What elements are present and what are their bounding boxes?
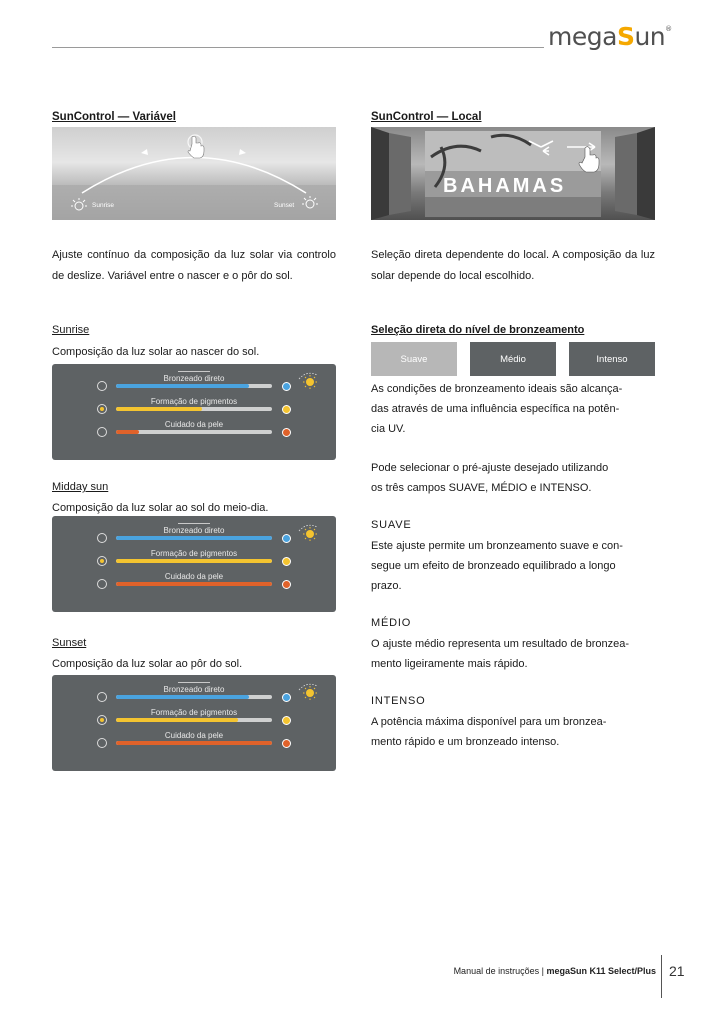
panel-drag-handle[interactable] <box>178 371 210 372</box>
preset-selection-paragraph <box>371 458 655 498</box>
text-line: os três campos SUAVE, MÉDIO e INTENSO. <box>371 482 592 494</box>
level-slider-fill <box>116 430 139 434</box>
max-level-dot-icon <box>282 557 291 566</box>
text-line: Pode selecionar o pré-ajuste desejado utilizando <box>371 462 609 474</box>
panel-drag-handle[interactable] <box>178 523 210 524</box>
level-slider-track[interactable] <box>116 695 272 699</box>
suave-heading: SUAVE <box>371 519 412 531</box>
level-slider-fill <box>116 695 249 699</box>
sun-position-icon[interactable] <box>297 522 321 542</box>
level-slider-fill <box>116 718 238 722</box>
level-slider-track[interactable] <box>116 384 272 388</box>
level-slider-fill <box>116 407 202 411</box>
min-level-ring-icon <box>97 579 107 589</box>
sun-arc-image <box>52 127 336 220</box>
medio-description <box>371 634 655 674</box>
local-description: Seleção direta dependente do local. A composição da luz solar depende do local escolhido. <box>371 249 655 282</box>
tan-level-tabs <box>371 342 655 376</box>
level-slider-fill <box>116 582 272 586</box>
sunrise-heading: Sunrise <box>52 324 90 336</box>
max-level-dot-icon <box>282 382 291 391</box>
text-line: prazo. <box>371 580 402 592</box>
min-level-dot-icon <box>97 404 107 414</box>
text-line: das através de uma influência específica na potên- <box>371 403 620 415</box>
bar-label: Cuidado da pele <box>164 572 224 581</box>
tab-suave-label: Suave <box>400 353 428 365</box>
footer-manual-text <box>454 966 656 976</box>
level-slider-fill <box>116 384 249 388</box>
level-slider-track[interactable] <box>116 741 272 745</box>
text-line: cia UV. <box>371 423 406 435</box>
location-image <box>371 127 655 220</box>
midday-caption: Composição da luz solar ao sol do meio-dia. <box>52 502 269 514</box>
text-line: mento rápido e um bronzeado intenso. <box>371 736 560 748</box>
conditions-paragraph <box>371 379 655 439</box>
panel-drag-handle[interactable] <box>178 682 210 683</box>
midday-heading: Midday sun <box>52 481 109 493</box>
bar-label: Bronzeado direto <box>163 526 225 535</box>
tab-medio[interactable] <box>470 342 556 376</box>
max-level-dot-icon <box>282 428 291 437</box>
min-level-dot-icon <box>97 715 107 725</box>
medio-heading: MÉDIO <box>371 617 412 629</box>
bar-label: Bronzeado direto <box>163 685 225 694</box>
min-level-dot-icon <box>97 556 107 566</box>
min-level-ring-icon <box>97 738 107 748</box>
level-slider-track[interactable] <box>116 407 272 411</box>
text-line: As condições de bronzeamento ideais são alcança- <box>371 383 623 395</box>
bar-label: Cuidado da pele <box>164 731 224 740</box>
level-slider-track[interactable] <box>116 559 272 563</box>
max-level-dot-icon <box>282 405 291 414</box>
level-slider-fill <box>116 536 272 540</box>
sunrise-control-panel <box>52 364 336 460</box>
min-level-ring-icon <box>97 427 107 437</box>
midday-control-panel <box>52 516 336 612</box>
bahamas-label: BAHAMAS <box>443 175 567 197</box>
text-line: Este ajuste permite um bronzeamento suave e con- <box>371 540 623 552</box>
brand-logo: megaSun® <box>548 22 672 51</box>
text-line: A potência máxima disponível para um bronzea- <box>371 716 607 728</box>
level-slider-track[interactable] <box>116 718 272 722</box>
text-line: O ajuste médio representa um resultado de bronzea- <box>371 638 630 650</box>
max-level-dot-icon <box>282 693 291 702</box>
level-slider-fill <box>116 741 272 745</box>
bar-label: Formação de pigmentos <box>150 397 238 406</box>
tab-intenso[interactable] <box>569 342 655 376</box>
level-slider-track[interactable] <box>116 536 272 540</box>
intenso-heading: INTENSO <box>371 695 426 707</box>
level-slider-track[interactable] <box>116 430 272 434</box>
sunset-heading: Sunset <box>52 637 87 649</box>
bar-label: Formação de pigmentos <box>150 549 238 558</box>
min-level-ring-icon <box>97 533 107 543</box>
max-level-dot-icon <box>282 716 291 725</box>
max-level-dot-icon <box>282 580 291 589</box>
sun-position-icon[interactable] <box>297 370 321 390</box>
max-level-dot-icon <box>282 534 291 543</box>
tan-level-title: Seleção direta do nível de bronzeamento <box>371 324 585 336</box>
text-line: segue um efeito de bronzeado equilibrado a longo <box>371 560 616 572</box>
sunset-image-label: Sunset <box>274 202 295 209</box>
suave-description <box>371 536 655 596</box>
min-level-ring-icon <box>97 381 107 391</box>
tab-suave[interactable] <box>371 342 457 376</box>
suncontrol-local-title: SunControl — Local <box>371 111 482 123</box>
intenso-description <box>371 712 655 752</box>
sunrise-image-label: Sunrise <box>92 202 115 209</box>
page-number: 21 <box>669 963 685 979</box>
location-carousel-illustration <box>371 127 655 220</box>
sunrise-caption: Composição da luz solar ao nascer do sol. <box>52 346 260 358</box>
footer-manual-label: Manual de instruções | <box>453 966 547 976</box>
header-rule <box>52 47 544 48</box>
sunset-caption: Composição da luz solar ao pôr do sol. <box>52 658 243 670</box>
level-slider-fill <box>116 559 272 563</box>
tab-intenso-label: Intenso <box>596 353 628 365</box>
min-level-ring-icon <box>97 692 107 702</box>
bar-label: Bronzeado direto <box>163 374 225 383</box>
level-slider-track[interactable] <box>116 582 272 586</box>
text-line: mento ligeiramente mais rápido. <box>371 658 528 670</box>
sunset-control-panel <box>52 675 336 771</box>
variavel-description: Ajuste contínuo da composição da luz solar via controlo de deslize. Variável entre o nascer e o pôr do sol. <box>52 249 336 282</box>
footer-model-name: megaSun K11 Select/Plus <box>546 966 656 976</box>
sun-position-icon[interactable] <box>297 681 321 701</box>
bar-label: Formação de pigmentos <box>150 708 238 717</box>
tab-medio-label: Médio <box>500 353 526 365</box>
max-level-dot-icon <box>282 739 291 748</box>
suncontrol-variavel-title: SunControl — Variável <box>52 111 176 123</box>
bar-label: Cuidado da pele <box>164 420 224 429</box>
footer-divider <box>661 955 662 998</box>
